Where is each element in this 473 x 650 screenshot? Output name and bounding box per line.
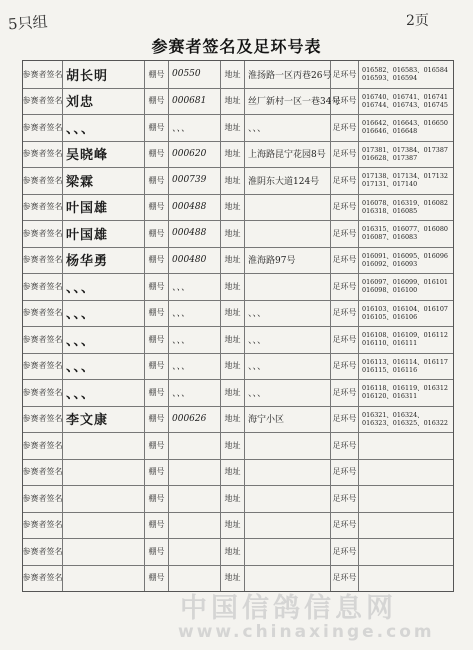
shed-label: 棚号 <box>145 300 169 327</box>
ring-number-line: 016110、016111 <box>362 339 418 348</box>
participant-name: 叶国雄 <box>63 220 145 247</box>
ring-label: 足环号 <box>331 220 359 247</box>
address-label: 地址 <box>221 538 245 565</box>
name-label: 参赛者签名 <box>23 247 63 274</box>
ring-label: 足环号 <box>331 353 359 380</box>
ring-label: 足环号 <box>331 61 359 88</box>
shed-number: 、、、 <box>169 326 221 353</box>
ring-numbers <box>359 167 453 194</box>
address-label: 地址 <box>221 326 245 353</box>
address-label: 地址 <box>221 61 245 88</box>
participant-name: 、、、 <box>63 353 145 380</box>
ring-number-line: 016105、016106 <box>362 312 418 321</box>
shed-number <box>169 459 221 486</box>
ring-number-line: 016091、016095、016096 <box>362 251 448 260</box>
shed-number: 、、、 <box>169 300 221 327</box>
shed-label: 棚号 <box>145 485 169 512</box>
ring-label: 足环号 <box>331 406 359 433</box>
table-row <box>23 326 453 354</box>
participant-name: 胡长明 <box>63 61 145 88</box>
address-label: 地址 <box>221 459 245 486</box>
shed-number: 000488 <box>169 220 221 247</box>
shed-label: 棚号 <box>145 167 169 194</box>
ring-number-line: 016118、016119、016312 <box>362 384 448 393</box>
participant-name <box>63 459 145 486</box>
participant-name: 叶国雄 <box>63 194 145 221</box>
shed-number: 000681 <box>169 88 221 115</box>
shed-label: 棚号 <box>145 379 169 406</box>
ring-number-line: 016113、016114、016117 <box>362 357 448 366</box>
shed-label: 棚号 <box>145 406 169 433</box>
ring-numbers <box>359 114 453 141</box>
participant-name: 、、、 <box>63 300 145 327</box>
ring-number-line: 016593、016594 <box>362 74 418 83</box>
table-row <box>23 485 453 513</box>
ring-number-line: 016740、016741、016741 <box>362 92 448 101</box>
ring-numbers <box>359 353 453 380</box>
participant-name <box>63 565 145 592</box>
shed-label: 棚号 <box>145 326 169 353</box>
name-label: 参赛者签名 <box>23 194 63 221</box>
ring-number-line: 016097、016099、016101 <box>362 278 448 287</box>
table-row <box>23 194 453 222</box>
address-label: 地址 <box>221 141 245 168</box>
ring-numbers <box>359 141 453 168</box>
address-value <box>245 194 331 221</box>
ring-numbers <box>359 485 453 512</box>
table-row <box>23 88 453 116</box>
name-label: 参赛者签名 <box>23 565 63 592</box>
ring-number-line: 016315、016077、016080 <box>362 225 448 234</box>
name-label: 参赛者签名 <box>23 485 63 512</box>
ring-number-line: 016092、016093 <box>362 259 418 268</box>
page-mark: 2页 <box>406 13 429 29</box>
participant-name: 刘忠 <box>63 88 145 115</box>
address-value: 、、、 <box>245 353 331 380</box>
ring-numbers <box>359 512 453 539</box>
address-value <box>245 459 331 486</box>
ring-label: 足环号 <box>331 538 359 565</box>
participant-name <box>63 432 145 459</box>
shed-label: 棚号 <box>145 432 169 459</box>
name-label: 参赛者签名 <box>23 353 63 380</box>
shed-number <box>169 538 221 565</box>
participant-name: 、、、 <box>63 326 145 353</box>
address-label: 地址 <box>221 273 245 300</box>
address-value: 、、、 <box>245 300 331 327</box>
participant-name: 梁霖 <box>63 167 145 194</box>
ring-label: 足环号 <box>331 114 359 141</box>
shed-label: 棚号 <box>145 565 169 592</box>
watermark-text: 中国信鸽信息网 <box>180 593 397 624</box>
address-label: 地址 <box>221 565 245 592</box>
address-value <box>245 485 331 512</box>
table-row <box>23 114 453 142</box>
table-row <box>23 220 453 248</box>
address-label: 地址 <box>221 194 245 221</box>
ring-number-line: 016087、016083 <box>362 233 418 242</box>
ring-numbers <box>359 61 453 88</box>
ring-number-line: 016744、016743、016745 <box>362 100 448 109</box>
watermark-url: www.chinaxinge.com <box>178 622 435 642</box>
shed-label: 棚号 <box>145 61 169 88</box>
table-row <box>23 167 453 195</box>
table-row <box>23 247 453 275</box>
address-label: 地址 <box>221 88 245 115</box>
address-label: 地址 <box>221 220 245 247</box>
ring-number-line: 016642、016643、016650 <box>362 119 448 128</box>
ring-numbers <box>359 538 453 565</box>
shed-number: 000626 <box>169 406 221 433</box>
table-row <box>23 61 453 89</box>
name-label: 参赛者签名 <box>23 512 63 539</box>
participant-name <box>63 512 145 539</box>
address-label: 地址 <box>221 353 245 380</box>
table-row <box>23 353 453 381</box>
ring-number-line: 016321、016324、 <box>362 410 424 419</box>
table-row <box>23 406 453 434</box>
address-value: 上海路昆宁花园8号 <box>245 141 331 168</box>
name-label: 参赛者签名 <box>23 167 63 194</box>
name-label: 参赛者签名 <box>23 459 63 486</box>
shed-number <box>169 485 221 512</box>
table-row <box>23 512 453 540</box>
ring-label: 足环号 <box>331 300 359 327</box>
ring-label: 足环号 <box>331 141 359 168</box>
address-value: 海宁小区 <box>245 406 331 433</box>
ring-numbers <box>359 194 453 221</box>
address-label: 地址 <box>221 167 245 194</box>
name-label: 参赛者签名 <box>23 432 63 459</box>
ring-number-line: 016108、016109、016112 <box>362 331 448 340</box>
ring-label: 足环号 <box>331 459 359 486</box>
shed-label: 棚号 <box>145 273 169 300</box>
name-label: 参赛者签名 <box>23 220 63 247</box>
ring-label: 足环号 <box>331 273 359 300</box>
address-label: 地址 <box>221 406 245 433</box>
participant-name: 、、、 <box>63 273 145 300</box>
participant-name: 、、、 <box>63 114 145 141</box>
ring-number-line: 016115、016116 <box>362 365 418 374</box>
participant-name: 杨华勇 <box>63 247 145 274</box>
ring-label: 足环号 <box>331 326 359 353</box>
ring-number-line: 017138、017134、017132 <box>362 172 448 181</box>
address-label: 地址 <box>221 512 245 539</box>
table-row <box>23 300 453 328</box>
participant-name: 李文康 <box>63 406 145 433</box>
address-value: 、、、 <box>245 379 331 406</box>
address-value <box>245 512 331 539</box>
ring-number-line: 016318、016085 <box>362 206 418 215</box>
ring-numbers <box>359 88 453 115</box>
shed-number: 000620 <box>169 141 221 168</box>
participant-name: 、、、 <box>63 379 145 406</box>
ring-number-line: 016582、016583、016584 <box>362 66 448 75</box>
ring-label: 足环号 <box>331 379 359 406</box>
ring-numbers <box>359 326 453 353</box>
shed-number: 、、、 <box>169 114 221 141</box>
address-value: 淮海路97号 <box>245 247 331 274</box>
name-label: 参赛者签名 <box>23 61 63 88</box>
address-value <box>245 273 331 300</box>
shed-number <box>169 512 221 539</box>
address-value: 丝厂新村一区一巷34号 <box>245 88 331 115</box>
participant-name <box>63 485 145 512</box>
ring-number-line: 017381、017384、017387 <box>362 145 448 154</box>
table-row <box>23 538 453 566</box>
shed-number: 、、、 <box>169 353 221 380</box>
participant-name: 吴晓峰 <box>63 141 145 168</box>
shed-label: 棚号 <box>145 194 169 221</box>
ring-number-line: 016628、017387 <box>362 153 418 162</box>
participant-name <box>63 538 145 565</box>
name-label: 参赛者签名 <box>23 538 63 565</box>
ring-number-line: 016098、016100 <box>362 286 418 295</box>
ring-numbers <box>359 379 453 406</box>
name-label: 参赛者签名 <box>23 273 63 300</box>
form-title: 参赛者签名及足环号表 <box>151 37 322 56</box>
ring-label: 足环号 <box>331 167 359 194</box>
ring-label: 足环号 <box>331 485 359 512</box>
name-label: 参赛者签名 <box>23 379 63 406</box>
shed-label: 棚号 <box>145 512 169 539</box>
address-label: 地址 <box>221 485 245 512</box>
name-label: 参赛者签名 <box>23 300 63 327</box>
address-label: 地址 <box>221 247 245 274</box>
shed-number: 、、、 <box>169 273 221 300</box>
table-row <box>23 459 453 487</box>
shed-label: 棚号 <box>145 88 169 115</box>
shed-label: 棚号 <box>145 247 169 274</box>
name-label: 参赛者签名 <box>23 114 63 141</box>
ring-numbers <box>359 273 453 300</box>
address-value: 淮扬路一区丙巷26号 <box>245 61 331 88</box>
table-row <box>23 273 453 301</box>
address-label: 地址 <box>221 300 245 327</box>
shed-label: 棚号 <box>145 141 169 168</box>
ring-number-line: 016646、016648 <box>362 127 418 136</box>
ring-label: 足环号 <box>331 88 359 115</box>
ring-label: 足环号 <box>331 512 359 539</box>
ring-numbers <box>359 459 453 486</box>
shed-label: 棚号 <box>145 459 169 486</box>
name-label: 参赛者签名 <box>23 406 63 433</box>
ring-numbers <box>359 406 453 433</box>
ring-numbers <box>359 247 453 274</box>
name-label: 参赛者签名 <box>23 88 63 115</box>
registration-table <box>22 60 454 592</box>
shed-label: 棚号 <box>145 114 169 141</box>
ring-numbers <box>359 300 453 327</box>
address-value <box>245 538 331 565</box>
address-label: 地址 <box>221 114 245 141</box>
address-label: 地址 <box>221 432 245 459</box>
address-value <box>245 220 331 247</box>
shed-number <box>169 432 221 459</box>
ring-number-line: 016078、016319、016082 <box>362 198 448 207</box>
group-mark: 5只组 <box>7 12 49 34</box>
name-label: 参赛者签名 <box>23 326 63 353</box>
table-row <box>23 141 453 169</box>
address-value: 、、、 <box>245 114 331 141</box>
ring-number-line: 016120、016311 <box>362 392 418 401</box>
address-value <box>245 432 331 459</box>
shed-number: 00550 <box>169 61 221 88</box>
ring-numbers <box>359 220 453 247</box>
ring-number-line: 016103、016104、016107 <box>362 304 448 313</box>
shed-label: 棚号 <box>145 353 169 380</box>
address-value: 淮阴东大道124号 <box>245 167 331 194</box>
shed-number: 000488 <box>169 194 221 221</box>
shed-number: 、、、 <box>169 379 221 406</box>
shed-label: 棚号 <box>145 538 169 565</box>
table-row <box>23 379 453 407</box>
shed-label: 棚号 <box>145 220 169 247</box>
ring-numbers <box>359 432 453 459</box>
ring-label: 足环号 <box>331 194 359 221</box>
ring-label: 足环号 <box>331 565 359 592</box>
address-label: 地址 <box>221 379 245 406</box>
ring-number-line: 016323、016325、016322 <box>362 418 448 427</box>
ring-label: 足环号 <box>331 432 359 459</box>
name-label: 参赛者签名 <box>23 141 63 168</box>
shed-number: 000480 <box>169 247 221 274</box>
address-value: 、、、 <box>245 326 331 353</box>
table-row <box>23 432 453 460</box>
ring-label: 足环号 <box>331 247 359 274</box>
shed-number: 000739 <box>169 167 221 194</box>
ring-number-line: 017131、017140 <box>362 180 418 189</box>
